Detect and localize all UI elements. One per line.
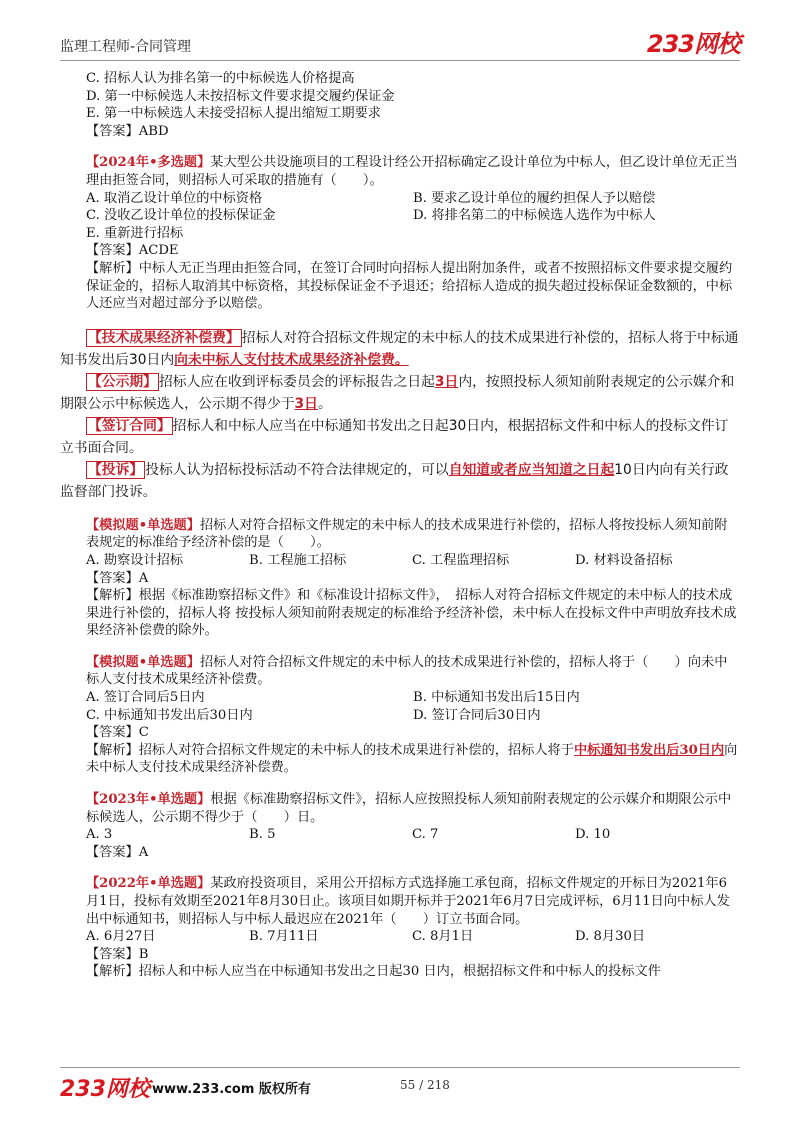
kp-text: 投标人认为招标投标活动不符合法律规定的，可以 bbox=[145, 461, 449, 478]
analysis-highlight: 中标通知书发出后30日内 bbox=[573, 742, 725, 758]
kp-text: 10日内向有关行政监督部门投诉。 bbox=[60, 461, 729, 500]
option-a: A. 签订合同后5日内 bbox=[86, 690, 205, 706]
question-text: 某政府投资项目，采用公开招标方式选择施工承包商，招标文件规定的开标日为2021年6月1日，投标有效期至2021年8月30日止。该项目如期开标并于2021年6月7日完成评标，6月11日向中标人发出中标通知书，则招标人与中标人最迟应在2021年（ ）订立书面合同。 bbox=[86, 876, 730, 927]
kp-tag: 【签订合同】 bbox=[88, 417, 171, 434]
question-2024-multi bbox=[60, 154, 740, 312]
question-text: 某大型公共设施项目的工程设计经公开招标确定乙设计单位为中标人，但乙设计单位无正当理由拒签合同，则招标人可采取的措施有（ ）。 bbox=[86, 155, 738, 188]
option-d: D. 将排名第二的中标候选人选作为中标人 bbox=[413, 208, 656, 224]
kp-text: 内，按照投标人须知前附表规定的公示媒介和期限公示中标候选人，公示期不得少于 bbox=[60, 373, 735, 412]
question-sim-1 bbox=[60, 517, 740, 640]
answer: 【答案】ACDE bbox=[86, 243, 179, 259]
option-a: A. 勘察设计招标 bbox=[86, 552, 184, 568]
brand-logo[interactable]: 233网校 bbox=[646, 30, 740, 58]
option-c: C. 没收乙设计单位的投标保证金 bbox=[86, 208, 276, 224]
kp-text: 。 bbox=[317, 395, 332, 412]
analysis: 【解析】招标人和中标人应当在中标通知书发出之日起30 日内，根据招标文件和中标人的投标文件 bbox=[86, 964, 661, 980]
kp-compensation bbox=[60, 327, 740, 371]
question-text: 招标人对符合招标文件规定的未中标人的技术成果进行补偿的，招标人将于（ ）向未中标人支付技术成果经济补偿费。 bbox=[86, 654, 728, 688]
option-e: E. 重新进行招标 bbox=[86, 225, 184, 241]
question-sim-2 bbox=[60, 654, 740, 777]
kp-text: 招标人应在收到评标委员会的评标报告之日起 bbox=[158, 373, 435, 390]
analysis-text: 【解析】招标人对符合招标文件规定的未中标人的技术成果进行补偿的，招标人将于 bbox=[86, 742, 574, 758]
option-c: C. 中标通知书发出后30日内 bbox=[86, 707, 253, 723]
option-c: C. 工程监理招标 bbox=[412, 552, 510, 568]
options bbox=[60, 826, 740, 844]
kp-text: 招标人和中标人应当在中标通知书发出之日起30日内，根据招标文件和中标人的投标文件订立书面合同。 bbox=[60, 417, 729, 456]
option-d: D. 材料设备招标 bbox=[575, 552, 673, 568]
option-b: B. 要求乙设计单位的履约担保人予以赔偿 bbox=[413, 190, 656, 206]
header-title: 监理工程师-合同管理 bbox=[60, 39, 192, 55]
question-tag: 【2023年•单选题】 bbox=[86, 792, 211, 808]
analysis bbox=[60, 742, 740, 777]
answer: 【答案】C bbox=[86, 725, 149, 741]
question-continued bbox=[60, 70, 740, 140]
question-tag: 【2024年•多选题】 bbox=[86, 155, 211, 171]
option-a: A. 取消乙设计单位的中标资格 bbox=[86, 190, 263, 206]
option-c: C. 8月1日 bbox=[412, 929, 474, 945]
analysis-text: 向未中标人支付技术成果经济补偿费。 bbox=[86, 742, 738, 776]
option-c: C. 招标人认为排名第一的中标候选人价格提高 bbox=[86, 71, 355, 86]
kp-highlight: 3日 bbox=[294, 395, 318, 412]
kp-publicity bbox=[60, 371, 740, 415]
knowledge-points bbox=[60, 327, 740, 503]
question-2022-single bbox=[60, 875, 740, 981]
kp-text: 招标人对符合招标文件规定的未中标人的技术成果进行补偿的，招标人将于中标通知书发出后30日内 bbox=[60, 329, 739, 368]
question-stem bbox=[60, 154, 740, 189]
page-header bbox=[60, 22, 740, 62]
option-d: D. 8月30日 bbox=[575, 929, 646, 945]
question-stem bbox=[60, 517, 740, 552]
answer: 【答案】A bbox=[86, 844, 149, 860]
question-text: 招标人对符合招标文件规定的未中标人的技术成果进行补偿的，招标人将按投标人须知前附表规定的标准给予经济补偿的是（ ）。 bbox=[86, 517, 728, 551]
kp-highlight: 3日 bbox=[434, 373, 459, 390]
option-b: B. 5 bbox=[249, 827, 276, 843]
kp-contract bbox=[60, 415, 740, 459]
option-b: B. 中标通知书发出后15日内 bbox=[413, 690, 580, 706]
options bbox=[60, 190, 740, 243]
question-tag: 【2022年•单选题】 bbox=[86, 876, 211, 892]
page-footer bbox=[60, 1072, 740, 1102]
option-b: B. 7月11日 bbox=[249, 929, 319, 945]
footer-logo[interactable]: 233网校 bbox=[60, 1077, 150, 1102]
footer-divider bbox=[60, 1067, 740, 1068]
question-tag: 【模拟题•单选题】 bbox=[86, 517, 200, 533]
option-c: C. 7 bbox=[412, 827, 439, 843]
question-stem bbox=[60, 875, 740, 928]
answer: 【答案】ABD bbox=[86, 123, 169, 139]
header-divider bbox=[60, 60, 740, 61]
option-a: A. 6月27日 bbox=[86, 929, 156, 945]
analysis: 【解析】根据《标准勘察招标文件》和《标准设计招标文件》， 招标人对符合招标文件规定的未中标人的技术成果进行补偿的，招标人将 按投标人须知前附表规定的标准给予经济补偿，未中标人在投标文件中声明放弃技术成果经济补偿费的除外。 bbox=[86, 588, 737, 639]
options bbox=[60, 689, 740, 724]
option-b: B. 工程施工招标 bbox=[249, 552, 347, 568]
question-text: 根据《标准勘察招标文件》，招标人应按照投标人须知前附表规定的公示媒介和期限公示中标候选人，公示期不得少于（ ）日。 bbox=[86, 792, 732, 825]
option-d: D. 第一中标候选人未按招标文件要求提交履约保证金 bbox=[86, 88, 395, 104]
page-number: 55 / 218 bbox=[400, 1078, 450, 1092]
analysis: 【解析】中标人无正当理由拒签合同，在签订合同时向招标人提出附加条件，或者不按照招标文件要求提交履约保证金的，招标人取消其中标资格，其投标保证金不予退还；给招标人造成的损失超过投标保证金数额的，中标人还应当对超过部分予以赔偿。 bbox=[86, 260, 733, 312]
option-d: D. 10 bbox=[575, 827, 611, 843]
question-2023-single bbox=[60, 791, 740, 861]
kp-tag: 【公示期】 bbox=[88, 373, 157, 390]
question-stem bbox=[60, 791, 740, 826]
footer-site-link[interactable]: www.233.com 版权所有 bbox=[152, 1082, 311, 1097]
options bbox=[60, 552, 740, 570]
option-e: E. 第一中标候选人未接受招标人提出缩短工期要求 bbox=[86, 106, 381, 122]
option-a: A. 3 bbox=[86, 827, 113, 843]
kp-tag: 【投诉】 bbox=[88, 461, 144, 478]
question-stem bbox=[60, 654, 740, 689]
kp-highlight: 自知道或者应当知道之日起 bbox=[448, 461, 615, 478]
kp-complaint bbox=[60, 459, 740, 503]
question-tag: 【模拟题•单选题】 bbox=[86, 654, 200, 670]
document-body bbox=[60, 70, 740, 981]
options bbox=[60, 928, 740, 946]
kp-highlight: 向未中标人支付技术成果经济补偿费。 bbox=[174, 351, 409, 368]
answer: 【答案】A bbox=[86, 570, 149, 586]
option-d: D. 签订合同后30日内 bbox=[413, 707, 541, 723]
kp-tag: 【技术成果经济补偿费】 bbox=[88, 329, 240, 346]
answer: 【答案】B bbox=[86, 946, 149, 962]
